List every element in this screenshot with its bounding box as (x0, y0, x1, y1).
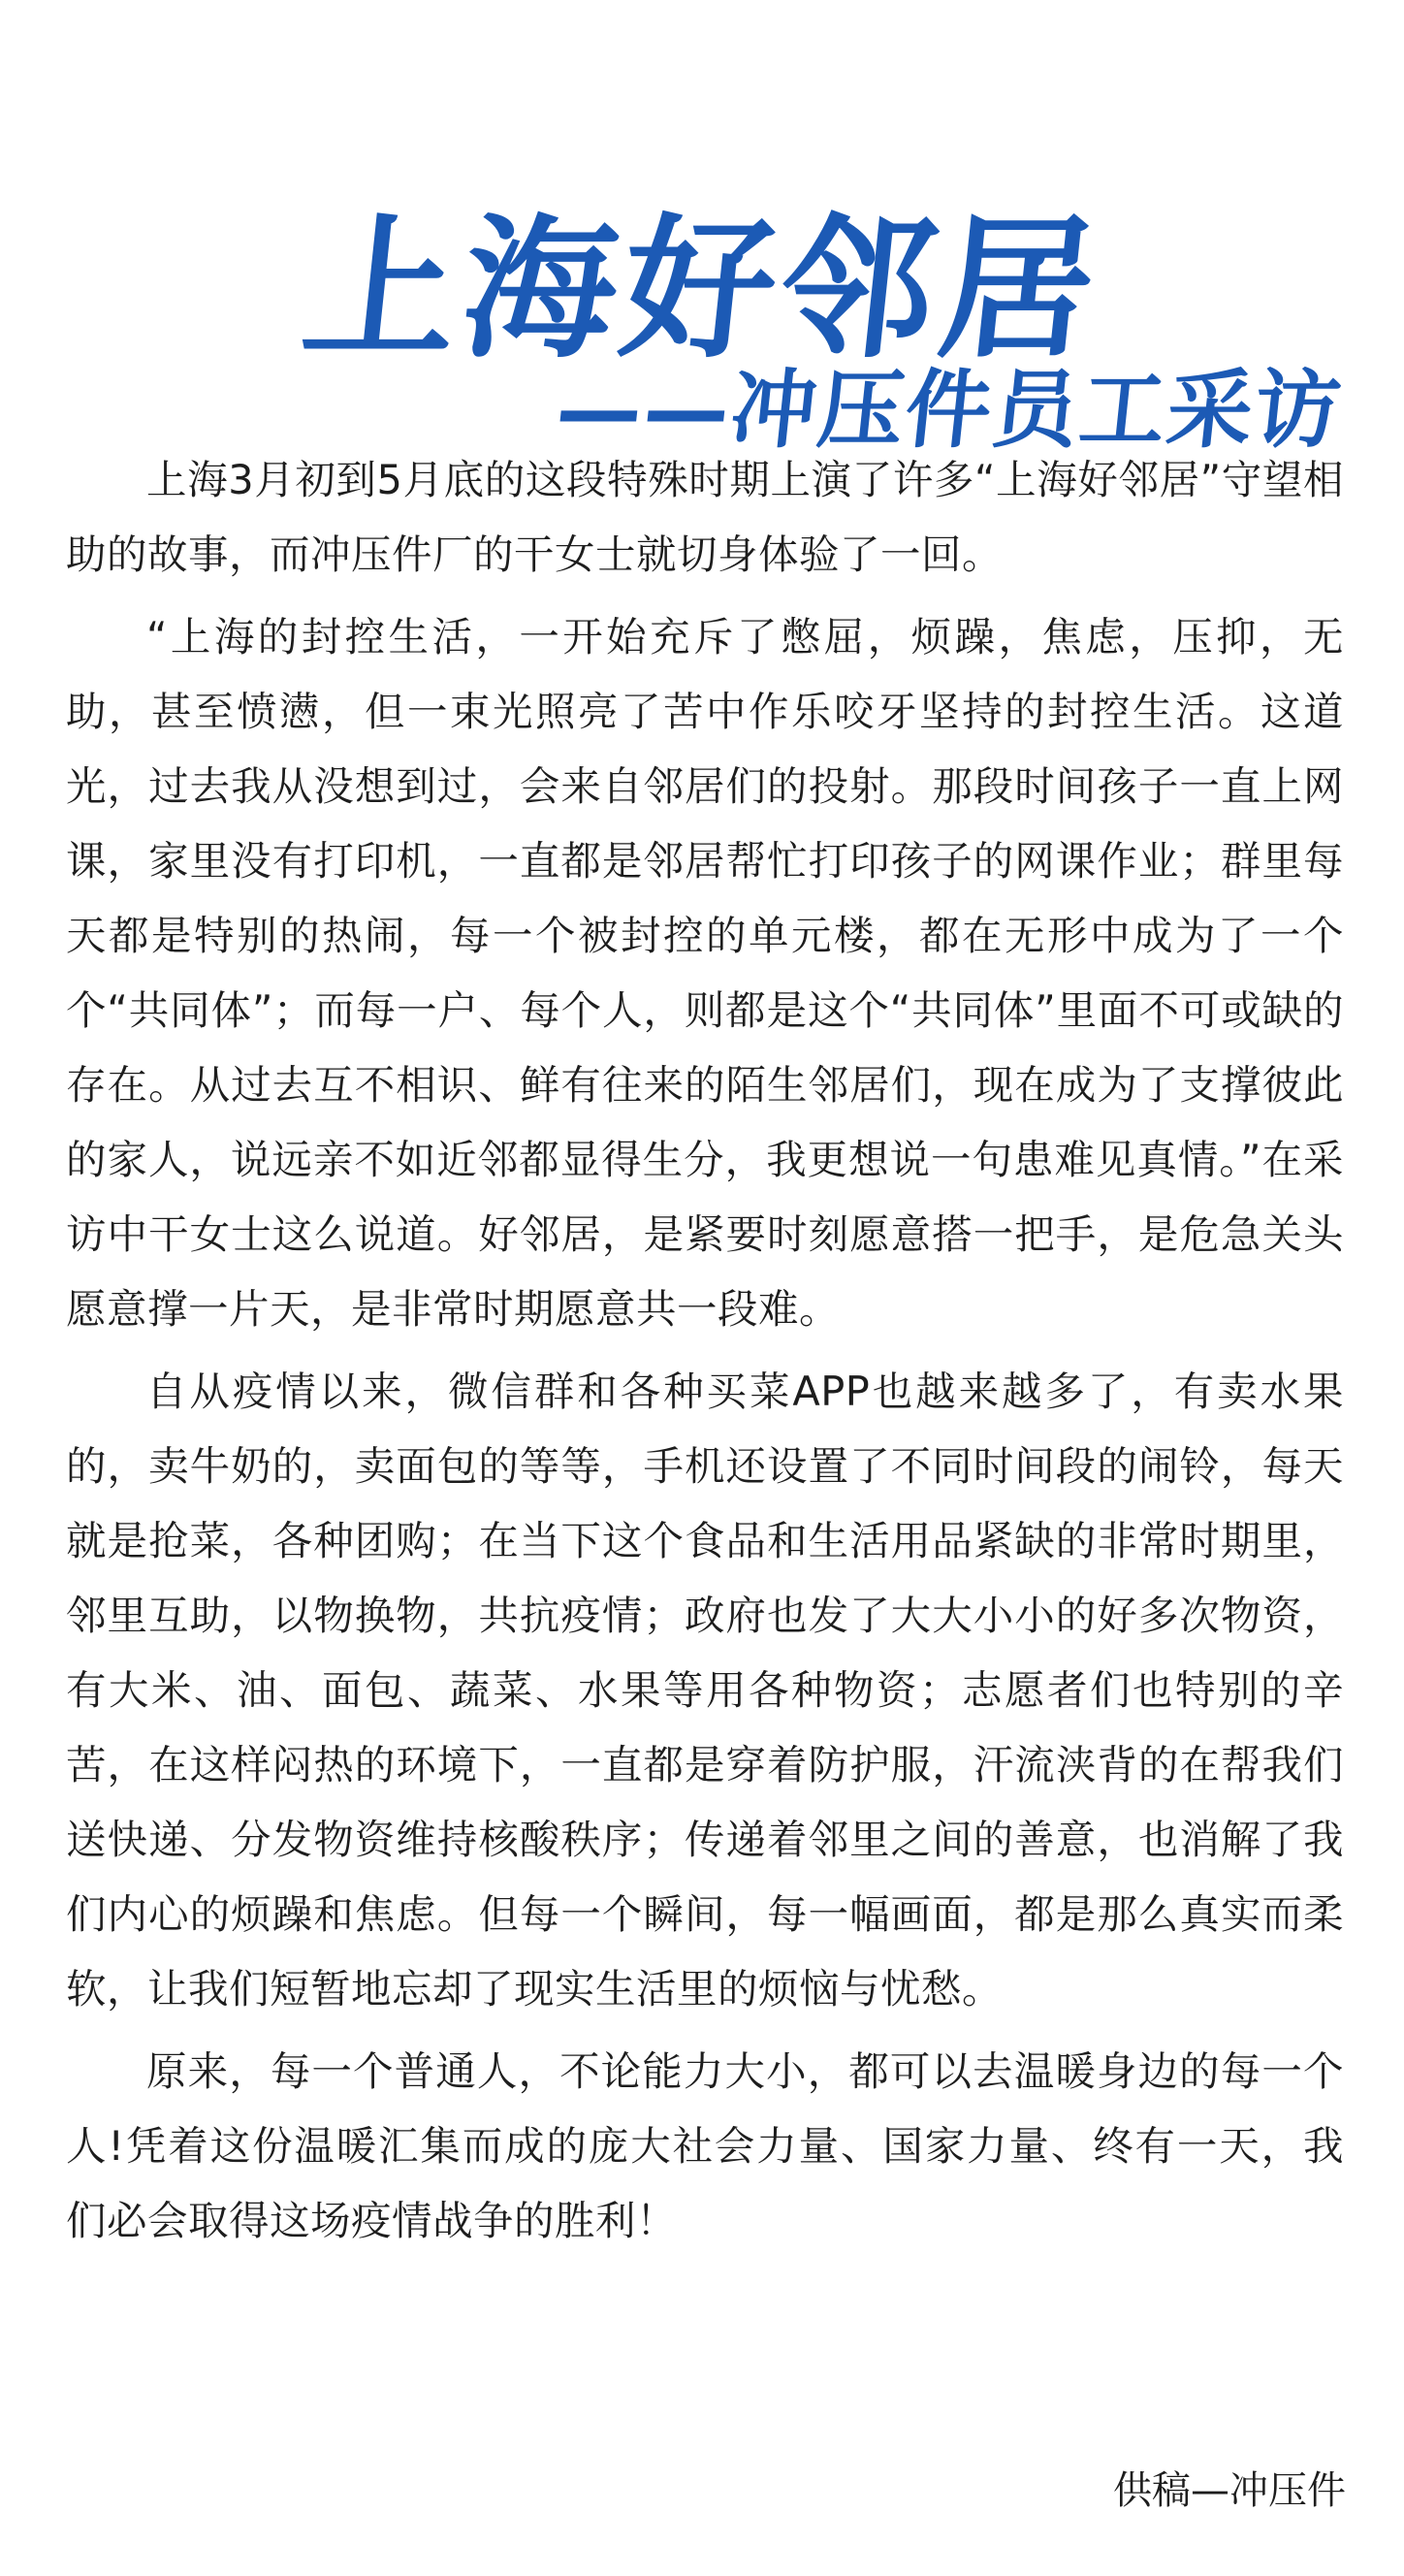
paragraph-3: 自从疫情以来，微信群和各种买菜APP也越来越多了，有卖水果的，卖牛奶的，卖面包的等等，手机还设置了不同时间段的闹铃，每天就是抢菜，各种团购；在当下这个食品和生活用品紧缺的非常时期里，邻里互助，以物换物，共抗疫情；政府也发了大大小小的好多次物资，有大米、油、面包、蔬菜、水果等用各种物资；志愿者们也特别的辛苦，在这样闷热的环境下，一直都是穿着防护服，汗流浃背的在帮我们送快递、分发物资维持核酸秩序；传递着邻里之间的善意，也消解了我们内心的烦躁和焦虑。但每一个瞬间，每一幅画面，都是那么真实而柔软，让我们短暂地忘却了现实生活里的烦恼与忧愁。 (66, 1368, 1344, 2012)
article-title: 上海好邻居 (295, 200, 1109, 379)
article-subtitle: ——冲压件员工采访 (551, 360, 1348, 461)
paragraph-4: 原来，每一个普通人，不论能力大小，都可以去温暖身边的每一个人!凭着这份温暖汇集而成的庞大社会力量、国家力量、终有一天，我们必会取得这场疫情战争的胜利！ (66, 2047, 1344, 2244)
article-body (66, 442, 1344, 2266)
article-signature: 供稿—冲压件 (1113, 2468, 1346, 2513)
paragraph-1: 上海3月初到5月底的这段特殊时期上演了许多“上海好邻居”守望相助的故事，而冲压件厂的干女士就切身体验了一回。 (66, 456, 1344, 578)
paragraph-2: “上海的封控生活，一开始充斥了憋屈，烦躁，焦虑，压抑，无助，甚至愤懑，但一束光照亮了苦中作乐咬牙坚持的封控生活。这道光，过去我从没想到过，会来自邻居们的投射。那段时间孩子一直上网课，家里没有打印机，一直都是邻居帮忙打印孩子的网课作业；群里每天都是特别的热闹，每一个被封控的单元楼，都在无形中成为了一个个“共同体”；而每一户、每个人，则都是这个“共同体”里面不可或缺的存在。从过去互不相识、鲜有往来的陌生邻居们，现在成为了支撑彼此的家人，说远亲不如近邻都显得生分，我更想说一句患难见真情。”在采访中干女士这么说道。好邻居，是紧要时刻愿意搭一把手，是危急关头愿意撑一片天，是非常时期愿意共一段难。 (66, 613, 1344, 1333)
